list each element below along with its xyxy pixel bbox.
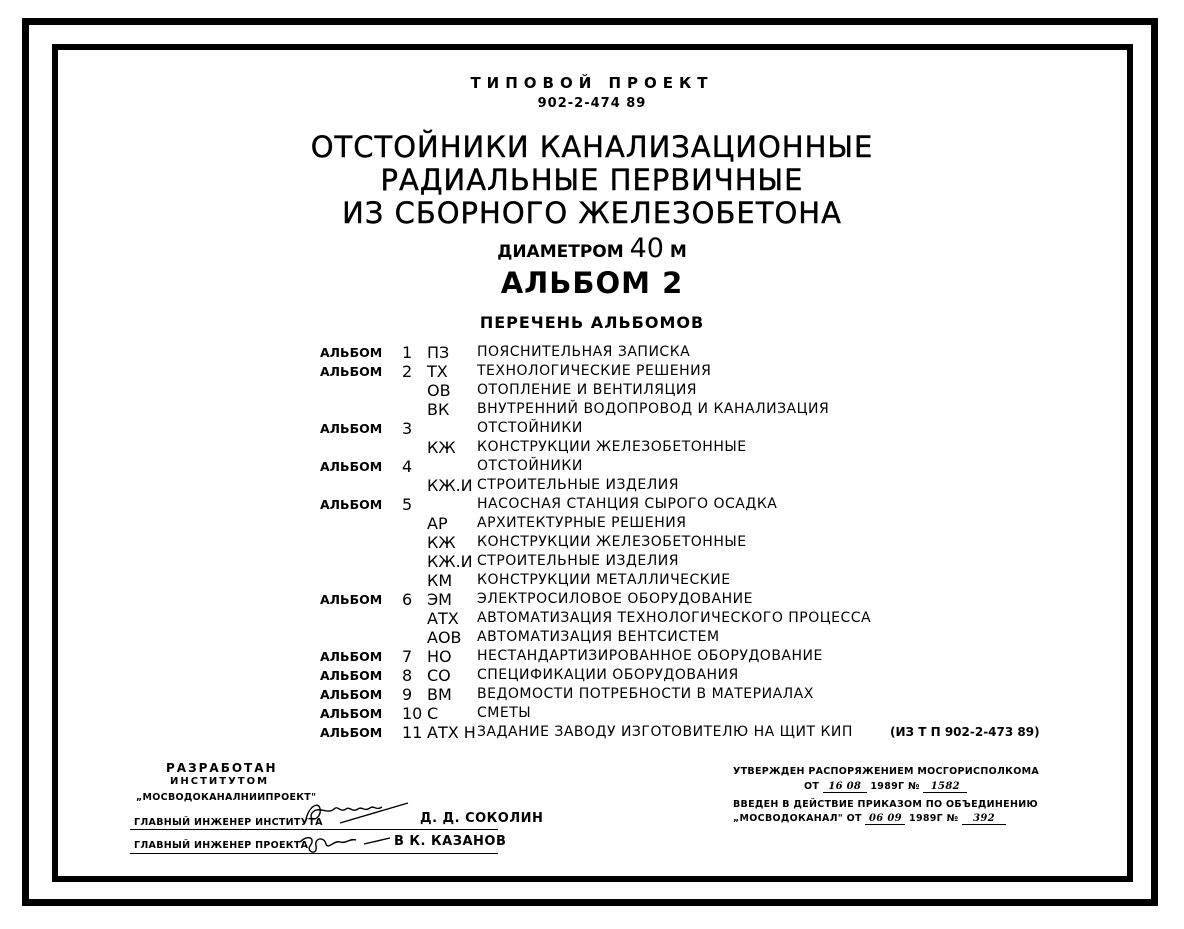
section-code: КЖ (427, 533, 456, 552)
diameter-unit: М (669, 242, 687, 262)
section-code: ВК (427, 400, 450, 419)
list-item (320, 400, 1080, 419)
enacted-date: 06 09 (865, 813, 905, 825)
album-label: АЛЬБОМ (320, 649, 383, 664)
section-code: КМ (427, 571, 453, 590)
project-series: ТИПОВОЙ ПРОЕКТ (470, 74, 714, 92)
section-description: КОНСТРУКЦИИ МЕТАЛЛИЧЕСКИЕ (477, 572, 731, 588)
section-description: СПЕЦИФИКАЦИИ ОБОРУДОВАНИЯ (477, 667, 739, 683)
section-description: АРХИТЕКТУРНЫЕ РЕШЕНИЯ (477, 515, 687, 531)
enacted-no-label: № (946, 813, 959, 824)
section-code: ПЗ (427, 343, 450, 362)
signature-kazanov-icon (294, 828, 394, 862)
section-description: АВТОМАТИЗАЦИЯ ВЕНТСИСТЕМ (477, 629, 720, 645)
developer-line-2: ИНСТИТУТОМ (170, 776, 270, 787)
section-code: ВМ (427, 685, 452, 704)
album-number: 4 (402, 457, 413, 476)
approved-year: 1989Г (870, 781, 905, 792)
album-label: АЛЬБОМ (320, 706, 383, 721)
section-code: ТХ (427, 362, 448, 381)
section-description: ОТОПЛЕНИЕ И ВЕНТИЛЯЦИЯ (477, 382, 698, 398)
list-item (320, 628, 1080, 647)
section-description: ЭЛЕКТРОСИЛОВОЕ ОБОРУДОВАНИЕ (477, 591, 753, 607)
chief-project-name: В К. КАЗАНОВ (394, 834, 507, 849)
list-item (320, 609, 1080, 628)
list-item (320, 685, 1080, 704)
section-description: АВТОМАТИЗАЦИЯ ТЕХНОЛОГИЧЕСКОГО ПРОЦЕССА (477, 610, 872, 626)
album-list-heading: ПЕРЕЧЕНЬ АЛЬБОМОВ (479, 313, 705, 332)
album-label: АЛЬБОМ (320, 497, 383, 512)
album-number: 1 (402, 343, 413, 362)
title-line-1: ОТСТОЙНИКИ КАНАЛИЗАЦИОННЫЕ (310, 130, 874, 164)
album-label: АЛЬБОМ (320, 592, 383, 607)
enacted-org: „МОСВОДОКАНАЛ" ОТ (733, 813, 862, 824)
diameter-prefix: ДИАМЕТРОМ (497, 242, 624, 262)
section-description: СТРОИТЕЛЬНЫЕ ИЗДЕЛИЯ (477, 477, 679, 493)
list-item (320, 381, 1080, 400)
section-code: АР (427, 514, 448, 533)
section-description: НАСОСНАЯ СТАНЦИЯ СЫРОГО ОСАДКА (477, 496, 778, 512)
approved-date: 16 08 (823, 781, 867, 793)
album-label: АЛЬБОМ (320, 345, 383, 360)
list-item (320, 571, 1080, 590)
section-description: СТРОИТЕЛЬНЫЕ ИЗДЕЛИЯ (477, 553, 679, 569)
album-list (320, 343, 1080, 742)
album-number: 3 (402, 419, 413, 438)
section-code: ОВ (427, 381, 451, 400)
section-description: ВЕДОМОСТИ ПОТРЕБНОСТИ В МАТЕРИАЛАХ (477, 686, 814, 702)
section-description: КОНСТРУКЦИИ ЖЕЛЕЗОБЕТОННЫЕ (477, 439, 747, 455)
album-title: АЛЬБОМ 2 (500, 266, 684, 300)
album-label: АЛЬБОМ (320, 668, 383, 683)
list-item (320, 419, 1080, 438)
album-label: АЛЬБОМ (320, 364, 383, 379)
list-item (320, 476, 1080, 495)
approved-line: УТВЕРЖДЕН РАСПОРЯЖЕНИЕМ МОСГОРИСПОЛКОМА (733, 766, 1039, 777)
album-number: 2 (402, 362, 413, 381)
list-item (320, 704, 1080, 723)
section-code: С (427, 704, 439, 723)
list-item (320, 438, 1080, 457)
title-line-2: РАДИАЛЬНЫЕ ПЕРВИЧНЫЕ (380, 163, 804, 197)
diameter-line (0, 233, 1184, 264)
list-item (320, 514, 1080, 533)
album-label: АЛЬБОМ (320, 459, 383, 474)
section-code: КЖ.И (427, 552, 473, 571)
section-code: СО (427, 666, 451, 685)
list-item (320, 362, 1080, 381)
developer-line-1: РАЗРАБОТАН (166, 761, 278, 775)
list-item (320, 533, 1080, 552)
approved-no-label: № (907, 781, 920, 792)
signature-sokolin-icon (300, 797, 420, 829)
list-item (320, 552, 1080, 571)
section-description: ЗАДАНИЕ ЗАВОДУ ИЗГОТОВИТЕЛЮ НА ЩИТ КИП (477, 724, 853, 740)
developer-line-3: „МОСВОДОКАНАЛНИИПРОЕКТ" (136, 792, 317, 803)
chief-institute-name: Д. Д. СОКОЛИН (420, 811, 544, 826)
album-label: АЛЬБОМ (320, 687, 383, 702)
album-label: АЛЬБОМ (320, 421, 383, 436)
chief-project-label: ГЛАВНЫЙ ИНЖЕНЕР ПРОЕКТА (134, 840, 309, 851)
section-code: АОВ (427, 628, 462, 647)
album-label: АЛЬБОМ (320, 725, 383, 740)
approved-details (804, 781, 967, 793)
list-item (320, 457, 1080, 476)
list-item (320, 590, 1080, 609)
section-description: КОНСТРУКЦИИ ЖЕЛЕЗОБЕТОННЫЕ (477, 534, 747, 550)
section-description: СМЕТЫ (477, 705, 532, 721)
approved-number: 1582 (923, 781, 967, 793)
list-item (320, 495, 1080, 514)
title-line-3: ИЗ СБОРНОГО ЖЕЛЕЗОБЕТОНА (342, 196, 842, 230)
section-code: КЖ (427, 438, 456, 457)
album-number: 11 (402, 723, 423, 742)
chief-institute-label: ГЛАВНЫЙ ИНЖЕНЕР ИНСТИТУТА (134, 817, 323, 828)
section-description: НЕСТАНДАРТИЗИРОВАННОЕ ОБОРУДОВАНИЕ (477, 648, 823, 664)
enacted-number: 392 (962, 813, 1006, 825)
list-item (320, 666, 1080, 685)
album-number: 9 (402, 685, 413, 704)
diameter-value: 40 (629, 233, 664, 264)
list-item (320, 647, 1080, 666)
section-code: АТХ (427, 609, 459, 628)
section-description: ТЕХНОЛОГИЧЕСКИЕ РЕШЕНИЯ (477, 363, 712, 379)
reference-note: (ИЗ Т П 902-2-473 89) (890, 725, 1040, 739)
section-description: ВНУТРЕННИЙ ВОДОПРОВОД И КАНАЛИЗАЦИЯ (477, 401, 830, 417)
list-item (320, 343, 1080, 362)
album-number: 8 (402, 666, 413, 685)
list-item (320, 723, 1080, 742)
enacted-year: 1989Г (909, 813, 944, 824)
section-description: ОТСТОЙНИКИ (477, 458, 583, 474)
album-number: 6 (402, 590, 413, 609)
enacted-details (733, 813, 1006, 825)
section-description: ОТСТОЙНИКИ (477, 420, 583, 436)
album-number: 5 (402, 495, 413, 514)
section-code: ЭМ (427, 590, 452, 609)
section-code: НО (427, 647, 452, 666)
album-number: 10 (402, 704, 423, 723)
section-code: КЖ.И (427, 476, 473, 495)
album-number: 7 (402, 647, 413, 666)
enacted-line: ВВЕДЕН В ДЕЙСТВИЕ ПРИКАЗОМ ПО ОБЪЕДИНЕНИЮ (733, 799, 1038, 810)
section-description: ПОЯСНИТЕЛЬНАЯ ЗАПИСКА (477, 344, 691, 360)
approved-from: ОТ (804, 781, 820, 792)
section-code: АТХ Н (427, 723, 476, 742)
project-number: 902-2-474 89 (537, 96, 647, 111)
signature-rule-2 (130, 853, 498, 854)
